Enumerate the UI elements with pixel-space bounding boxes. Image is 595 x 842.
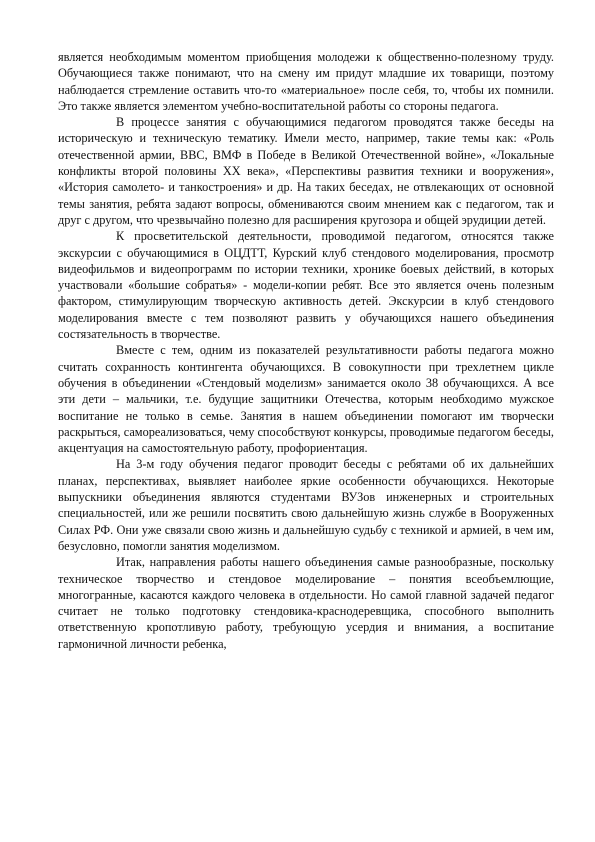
paragraph-6: Итак, направления работы нашего объединения самые разнообразные, поскольку техническое творчество и стендовое моделирование – понятия всеобъемлющие, многогранные, касаются каждого человека в отдельности. Но самой главной задачей педагог считает не только подготовку стендовика-краснодеревщика, способного выполнить ответственную кропотливую работу, требующую усердия и внимания, а воспитание гармоничной личности ребенка, [58, 555, 554, 651]
paragraph-4: Вместе с тем, одним из показателей результативности работы педагога можно считать сохранность контингента обучающихся. В совокупности при трехлетнем цикле обучения в объединении «Стендовый моделизм» занимается около 38 обучающихся. А все эти дети – мальчики, т.е. будущие защитники Отечества, которым необходимо мужское воспитание не только в семье. Занятия в нашем объединении помогают им творчески раскрыться, самореализоваться, чему способствуют конкурсы, проводимые педагогом беседы, акцентуация на самостоятельную работу, профориентация. [58, 343, 554, 456]
paragraph-1: является необходимым моментом приобщения молодежи к общественно-полезному труду. Обучающиеся также понимают, что на смену им придут младшие их товарищи, поэтому наблюдается стремление оставить что-то «материальное» после себя, то, чтобы их помнили. Это также является элементом учебно-воспитательной работы со стороны педагога. [58, 50, 554, 113]
paragraph-3: К просветительской деятельности, проводимой педагогом, относятся также экскурсии с обучающимися в ОЦДТТ, Курский клуб стендового моделирования, просмотр видеофильмов и видеопрограмм по истории техники, хронике боевых действий, в которых участвовали «большие собратья» - модели-копии ребят. Все это является очень полезным фактором, стимулирующим творческую активность детей. Экскурсии в клуб стендового моделирования вместе с тем позволяют развить у обучающихся нашего объединения состязательность в творчестве. [58, 229, 554, 342]
paragraph-2: В процессе занятия с обучающимися педагогом проводятся также беседы на историческую и техническую тематику. Имели место, например, такие темы как: «Роль отечественной армии, ВВС, ВМФ в Победе в Великой Отечественной войне», «Локальные конфликты второй половины XX века», «Перспективы развития техники и вооружения», «История самолето- и танкостроения» и др. На таких беседах, не отвлекающих от основной темы занятия, ребята задают вопросы, обмениваются своим мнением как с педагогом, так и друг с другом, что чрезвычайно полезно для расширения кругозора и общей эрудиции детей. [58, 115, 554, 227]
document-page [58, 49, 554, 652]
paragraph-5: На 3-м году обучения педагог проводит беседы с ребятами об их дальнейших планах, перспективах, выявляет наиболее яркие особенности обучающихся. Некоторые выпускники объединения являются студентами ВУЗов инженерных и строительных специальностей, или же решили посвятить свою дальнейшую жизнь службе в Вооруженных Силах РФ. Они уже связали свою жизнь и дальнейшую судьбу с техникой и армией, в чем им, безусловно, помогли занятия моделизмом. [58, 457, 554, 553]
